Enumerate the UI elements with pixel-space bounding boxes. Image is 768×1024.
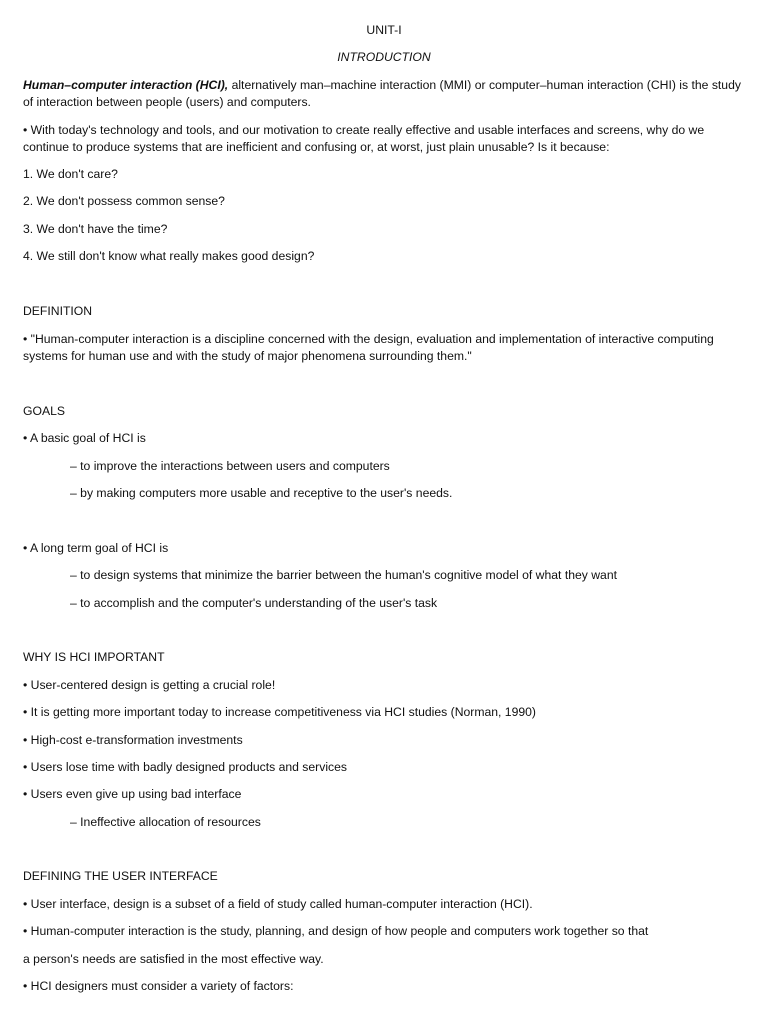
importance-sub-item: – Ineffective allocation of resources: [70, 815, 261, 829]
ui-item: • Human-computer interaction is the study, planning, and design of how people and computers work together so that: [23, 924, 649, 938]
intro-text: alternatively man–machine interaction (MMI) or computer–human interaction (CHI) is the study of interaction between people (users) and computers.: [23, 78, 741, 109]
page-title: INTRODUCTION: [337, 50, 431, 64]
importance-heading: WHY IS HCI IMPORTANT: [23, 650, 165, 664]
definition-text: • "Human-computer interaction is a discipline concerned with the design, evaluation and implementation of interactive computing systems for human use and with the study of major phenomena surrounding them.": [23, 332, 714, 363]
ui-item: • HCI designers must consider a variety of factors:: [23, 979, 294, 993]
reason-item: 1. We don't care?: [23, 167, 118, 181]
goal-basic: • A basic goal of HCI is: [23, 431, 146, 445]
goal-sub-item: – by making computers more usable and receptive to the user's needs.: [70, 486, 453, 500]
goals-heading: GOALS: [23, 404, 65, 418]
intro-question: • With today's technology and tools, and our motivation to create really effective and usable interfaces and screens, why do we continue to produce systems that are inefficient and confusing or, at worst, just plain unusable? Is it because:: [23, 123, 705, 154]
definition-heading: DEFINITION: [23, 304, 93, 318]
importance-item: • Users even give up using bad interface: [23, 787, 242, 801]
goal-sub-item: – to design systems that minimize the barrier between the human's cognitive model of what they want: [70, 568, 617, 582]
goal-long: • A long term goal of HCI is: [23, 541, 169, 555]
importance-item: • User-centered design is getting a crucial role!: [23, 678, 276, 692]
goal-sub-item: – to accomplish and the computer's understanding of the user's task: [70, 596, 438, 610]
reason-item: 2. We don't possess common sense?: [23, 194, 225, 208]
unit-label: UNIT-I: [366, 23, 402, 37]
goal-sub-item: – to improve the interactions between users and computers: [70, 459, 390, 473]
reason-item: 3. We don't have the time?: [23, 222, 168, 236]
importance-item: • It is getting more important today to increase competitiveness via HCI studies (Norman, 1990): [23, 705, 536, 719]
importance-item: • Users lose time with badly designed products and services: [23, 760, 348, 774]
ui-item: a person's needs are satisfied in the most effective way.: [23, 952, 324, 966]
ui-heading: DEFINING THE USER INTERFACE: [23, 869, 218, 883]
intro-paragraph: [23, 77, 746, 111]
importance-item: • High-cost e-transformation investments: [23, 733, 243, 747]
ui-item: • User interface, design is a subset of a field of study called human-computer interaction (HCI).: [23, 897, 533, 911]
reason-item: 4. We still don't know what really makes good design?: [23, 249, 315, 263]
intro-term: Human–computer interaction (HCI),: [23, 78, 229, 92]
